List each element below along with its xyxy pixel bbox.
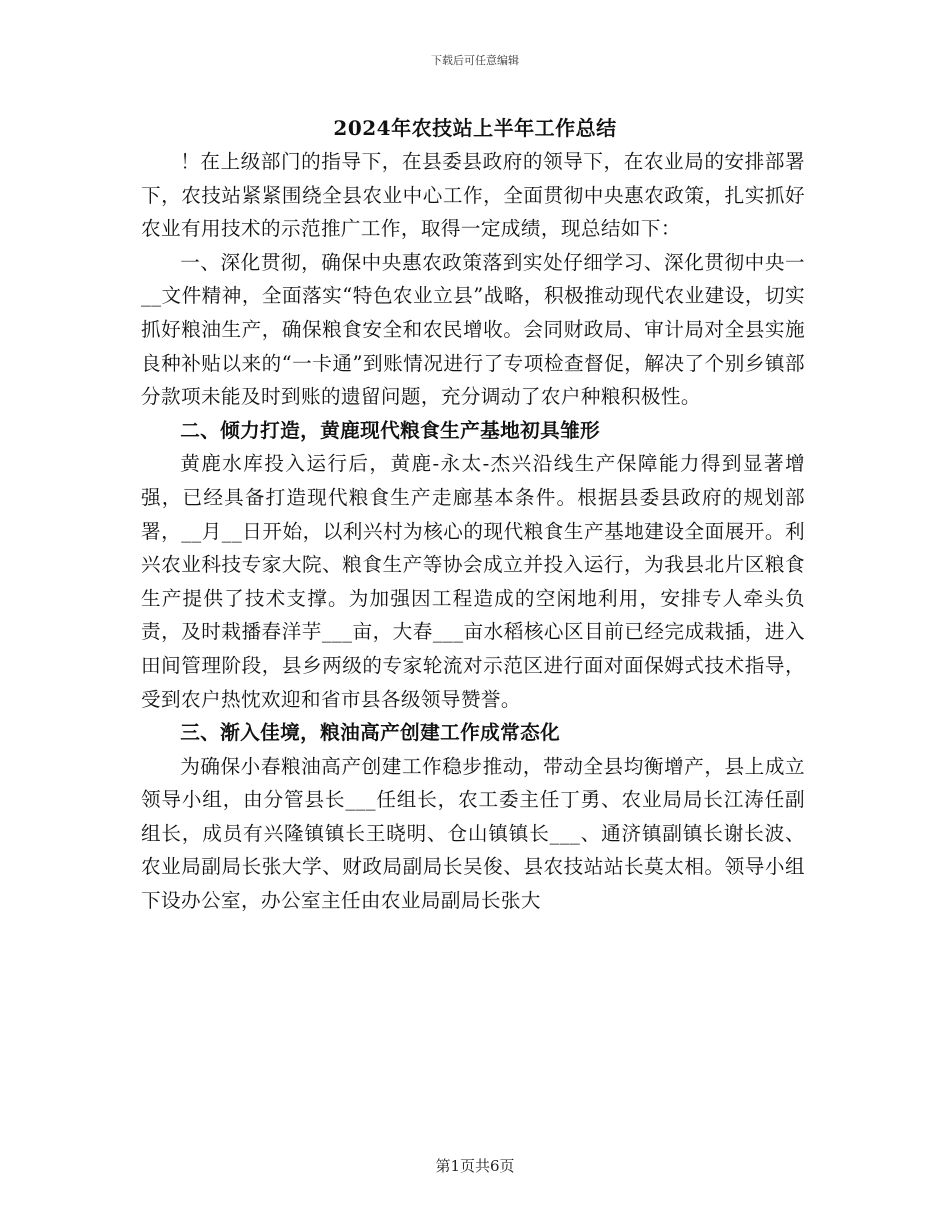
page-header-note: 下载后可任意编辑 [431, 54, 519, 67]
document-body [141, 145, 805, 918]
document-title: 2024年农技站上半年工作总结 [333, 116, 617, 140]
section-3-heading: 三、渐入佳境，粮油高产创建工作成常态化 [180, 721, 561, 745]
section-3-paragraph: 为确保小春粮油高产创建工作稳步推动，带动全县均衡增产，县上成立领导小组，由分管县长___任组长，农工委主任丁勇、农业局局长江涛任副组长，成员有兴隆镇镇长王晓明、仓山镇镇长___、通济镇副镇长谢长波、农业局副局长张大学、财政局副局长吴俊、县农技站站长莫太相。领导小组下设办公室，办公室主任由农业局副局长张大 [141, 754, 805, 913]
section-2-heading: 二、倾力打造，黄鹿现代粮食生产基地初具雏形 [180, 418, 601, 442]
intro-paragraph: ！在上级部门的指导下，在县委县政府的领导下，在农业局的安排部署下，农技站紧紧围绕全县农业中心工作，全面贯彻中央惠农政策，扎实抓好农业有用技术的示范推广工作，取得一定成绩，现总结如下： [141, 150, 805, 241]
page-number-footer: 第1页共6页 [435, 1157, 515, 1175]
section-2-paragraph: 黄鹿水库投入运行后，黄鹿-永太-杰兴沿线生产保障能力得到显著增强，已经具备打造现代粮食生产走廊基本条件。根据县委县政府的规划部署，__月__日开始，以利兴村为核心的现代粮食生产基地建设全面展开。利兴农业科技专家大院、粮食生产等协会成立并投入运行，为我县北片区粮食生产提供了技术支撑。为加强因工程造成的空闲地利用，安排专人牵头负责，及时栽播春洋芋___亩，大春___亩水稻核心区目前已经完成栽插，进入田间管理阶段，县乡两级的专家轮流对示范区进行面对面保姆式技术指导，受到农户热忱欢迎和省市县各级领导赞誉。 [141, 452, 805, 711]
section-1-paragraph: 一、深化贯彻，确保中央惠农政策落到实处仔细学习、深化贯彻中央一__文件精神，全面落实“特色农业立县”战略，积极推动现代农业建设，切实抓好粮油生产，确保粮食安全和农民增收。会同财政局、审计局对全县实施良种补贴以来的“一卡通”到账情况进行了专项检查督促，解决了个别乡镇部分款项未能及时到账的遗留问题，充分调动了农户种粮积极性。 [141, 250, 805, 409]
